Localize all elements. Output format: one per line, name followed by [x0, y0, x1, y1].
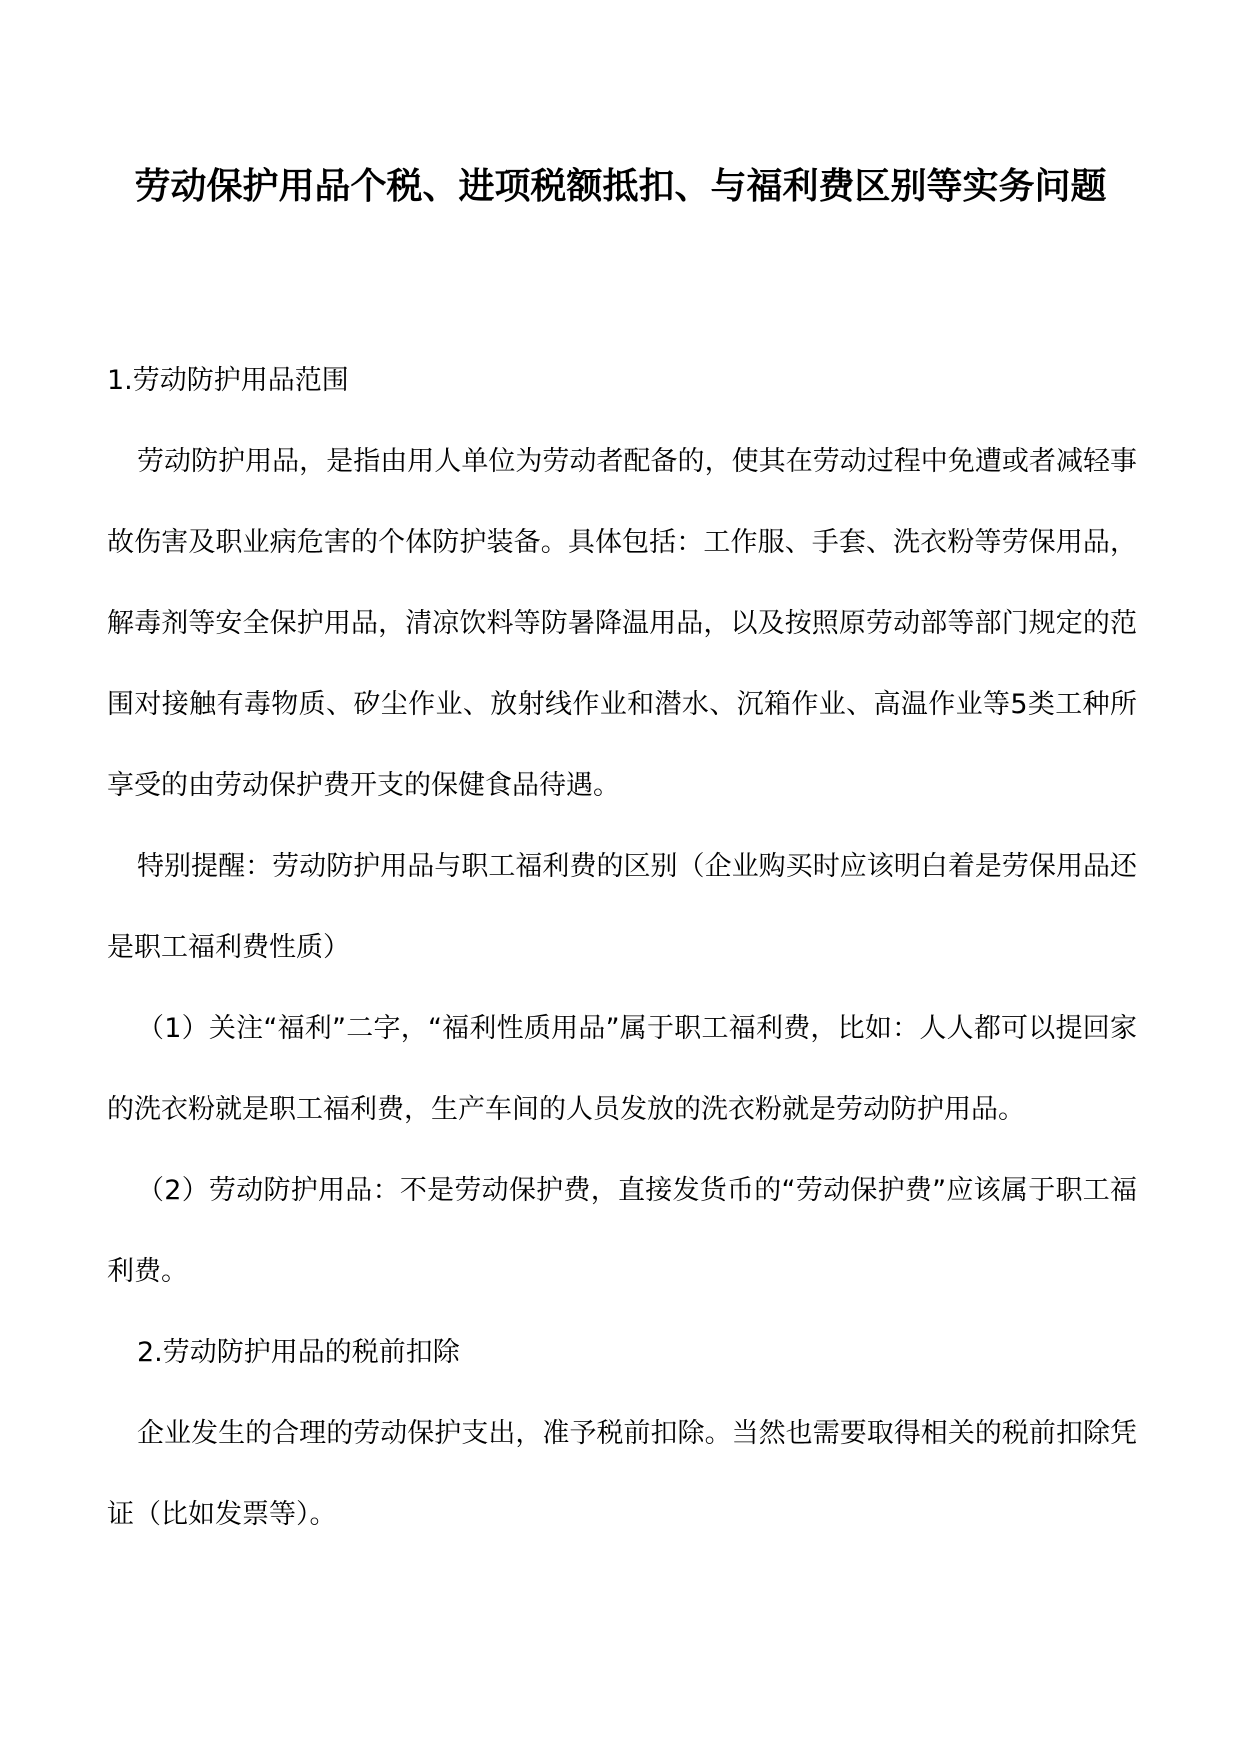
document-body: [107, 340, 1137, 1555]
paragraph-point-1: （1）关注“福利”二字，“福利性质用品”属于职工福利费，比如：人人都可以提回家的洗衣粉就是职工福利费，生产车间的人员发放的洗衣粉就是劳动防护用品。: [107, 1013, 1137, 1125]
paragraph-special-reminder: 特别提醒：劳动防护用品与职工福利费的区别（企业购买时应该明白着是劳保用品还是职工福利费性质）: [107, 851, 1137, 963]
paragraph-scope-definition: 劳动防护用品，是指由用人单位为劳动者配备的，使其在劳动过程中免遭或者减轻事故伤害及职业病危害的个体防护装备。具体包括：工作服、手套、洗衣粉等劳保用品，解毒剂等安全保护用品，清凉饮料等防暑降温用品，以及按照原劳动部等部门规定的范围对接触有毒物质、矽尘作业、放射线作业和潜水、沉箱作业、高温作业等5类工种所享受的由劳动保护费开支的保健食品待遇。: [107, 446, 1137, 801]
paragraph-deduction: 企业发生的合理的劳动保护支出，准予税前扣除。当然也需要取得相关的税前扣除凭证（比如发票等）。: [107, 1418, 1137, 1530]
document-title: 劳动保护用品个税、进项税额抵扣、与福利费区别等实务问题: [134, 165, 1107, 207]
section-heading-1: 1.劳动防护用品范围: [107, 365, 349, 396]
section-heading-2: 2.劳动防护用品的税前扣除: [137, 1337, 460, 1368]
paragraph-point-2: （2）劳动防护用品：不是劳动保护费，直接发货币的“劳动保护费”应该属于职工福利费。: [107, 1175, 1137, 1287]
